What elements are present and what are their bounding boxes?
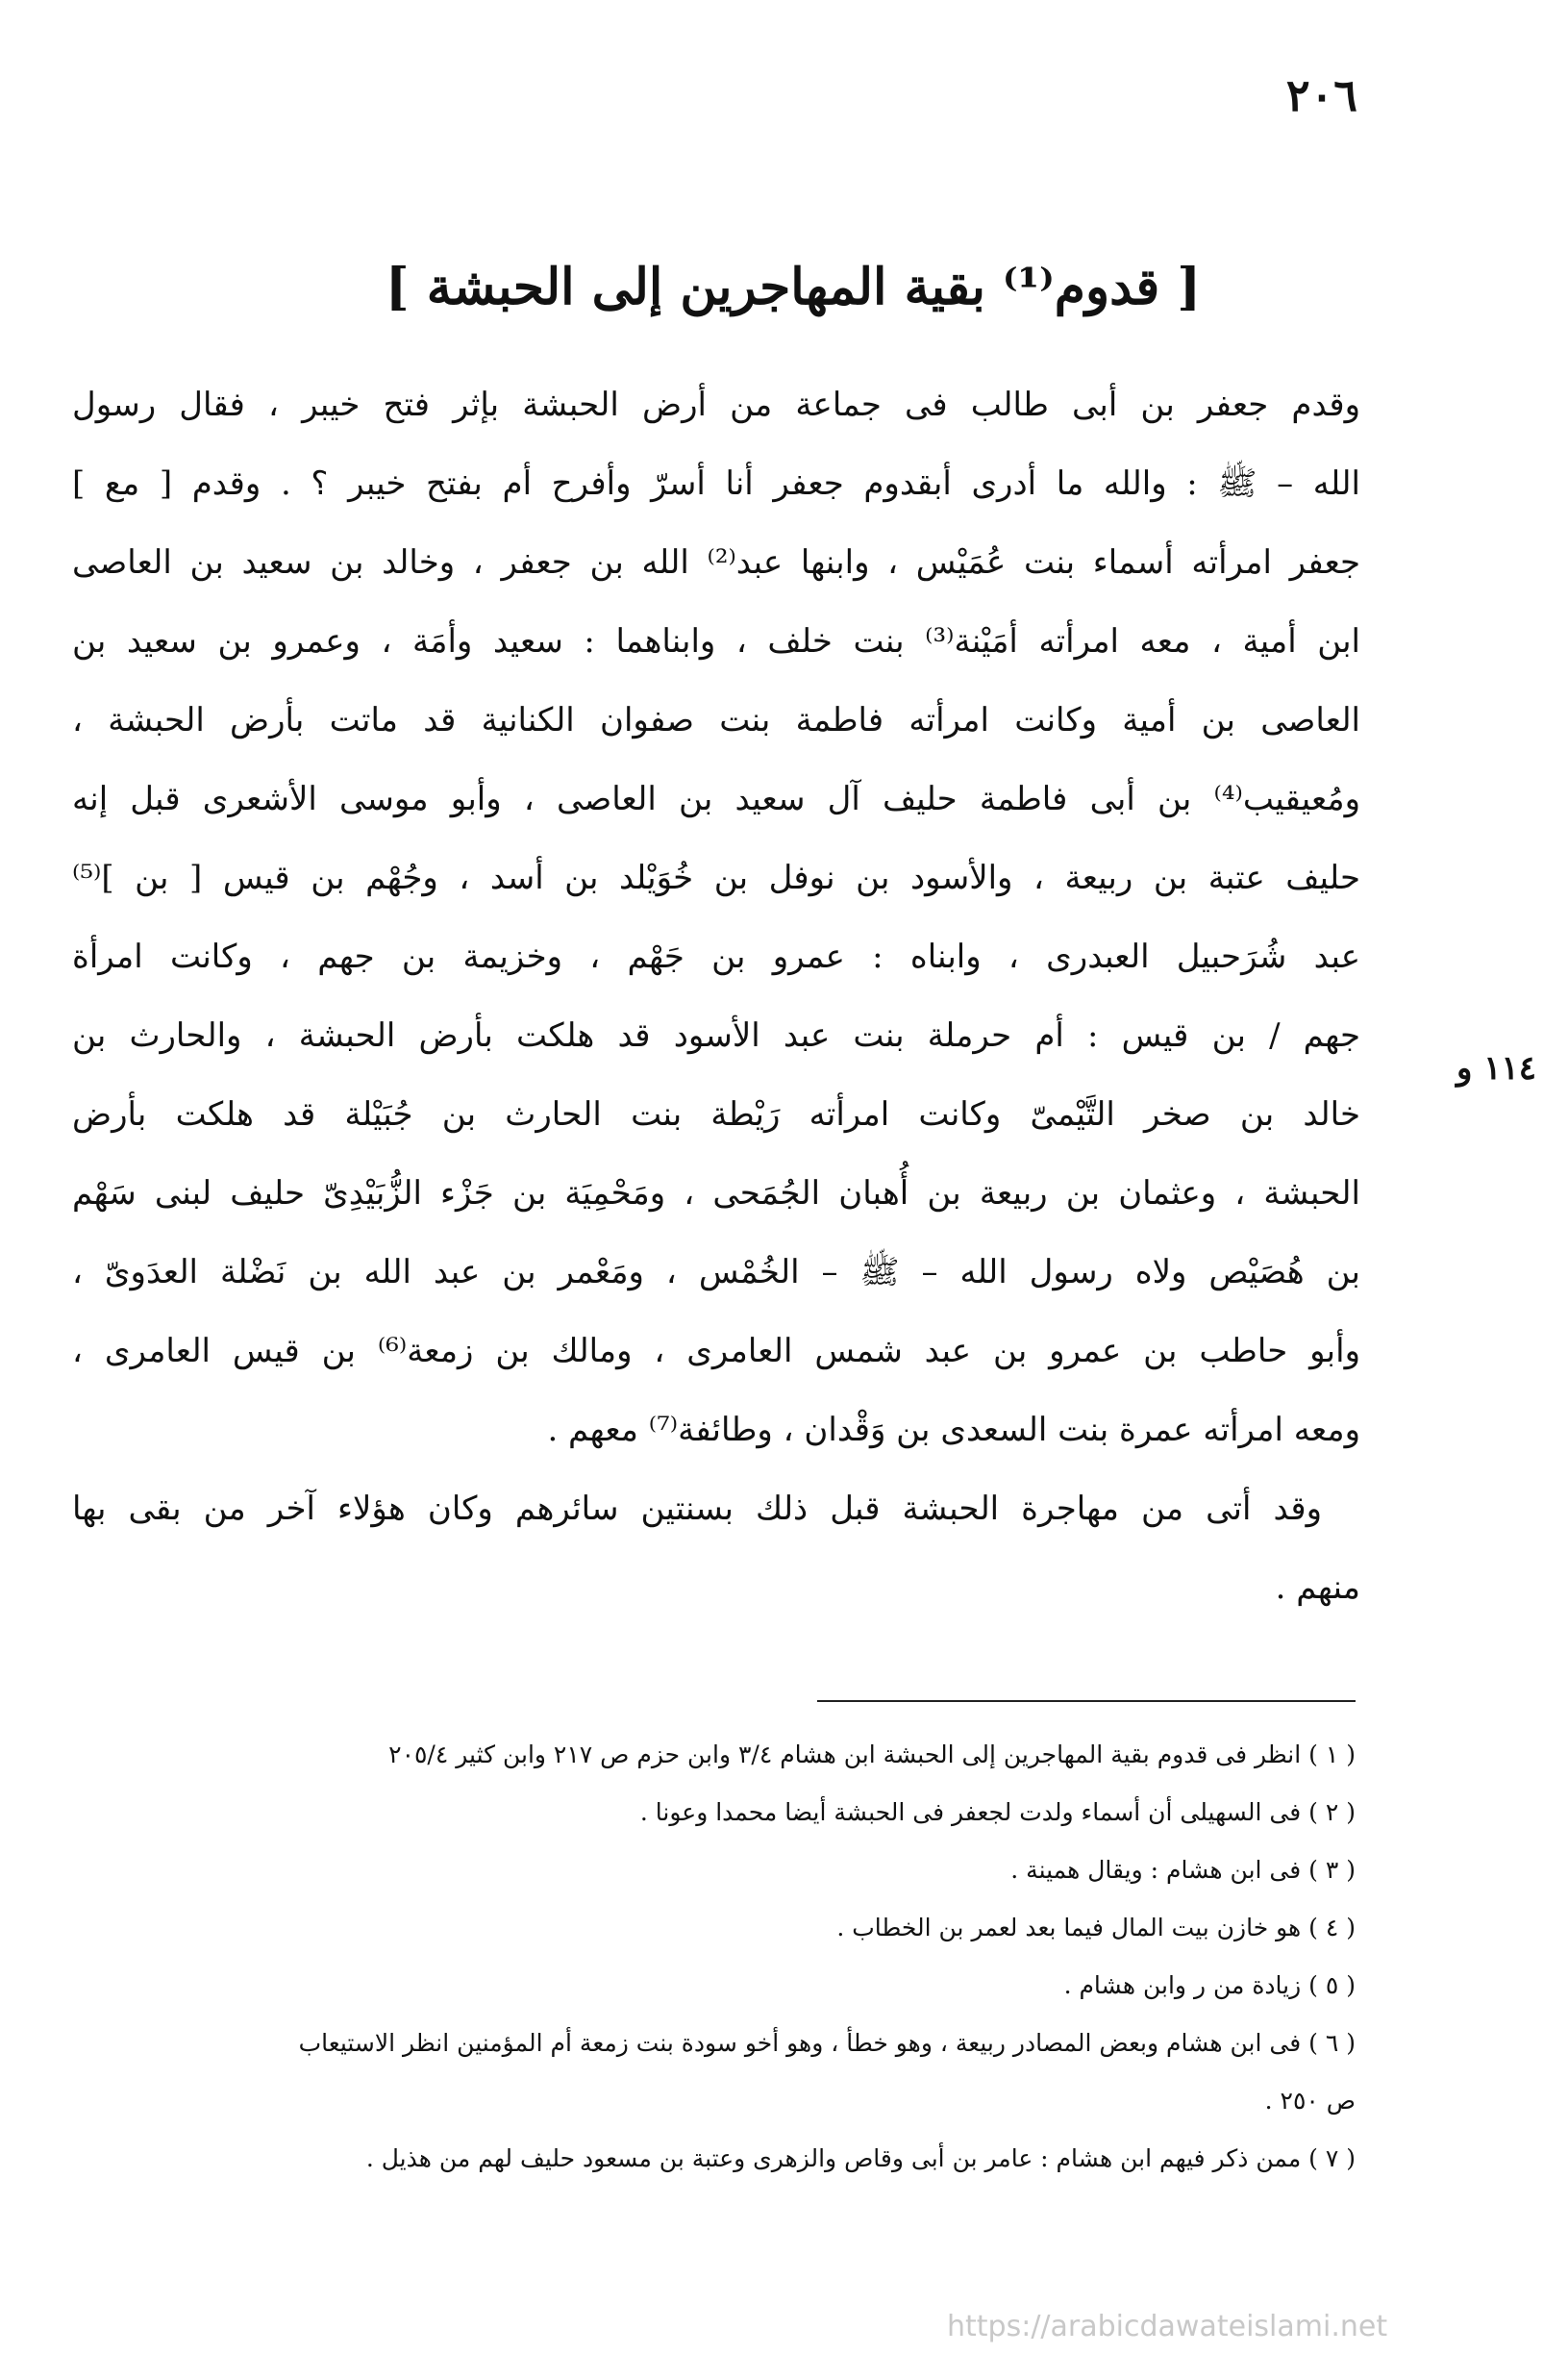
body-line: الله – ﷺ : والله ما أدرى أبقدوم جعفر أنا أسرّ وأفرح أم بفتح خيبر ؟ . وقدم [ مع ] xyxy=(72,464,1360,503)
body-line: منهم . xyxy=(1275,1568,1360,1607)
body-line: العاصى بن أمية وكانت امرأته فاطمة بنت صفوان الكنانية قد ماتت بأرض الحبشة ، xyxy=(72,701,1360,739)
body-line: وقد أتى من مهاجرة الحبشة قبل ذلك بسنتين سائرهم وكان هؤلاء آخر من بقى بها xyxy=(72,1490,1322,1528)
footnote: ( ٢ ) فى السهيلى أن أسماء ولدت لجعفر فى الحبشة أيضا محمدا وعونا . xyxy=(639,1798,1356,1826)
footnote-continuation: ص ٢٥٠ . xyxy=(1264,2087,1356,2115)
watermark-url: https://arabicdawateislami.net xyxy=(947,2310,1388,2343)
body-line: خالد بن صخر التَّيْمىّ وكانت امرأته رَيْطة بنت الحارث بن جُبَيْلة قد هلكت بأرض xyxy=(72,1095,1360,1134)
footnote: ( ٥ ) زيادة من ر وابن هشام . xyxy=(1063,1971,1356,1999)
footnote: ( ٦ ) فى ابن هشام وبعض المصادر ربيعة ، وهو خطأ ، وهو أخو سودة بنت زمعة أم المؤمنين انظر الاستيعاب xyxy=(298,2029,1356,2057)
chapter-title: [ قدوم⁽¹⁾ بقية المهاجرين إلى الحبشة ] xyxy=(386,258,1201,316)
footnote: ( ١ ) انظر فى قدوم بقية المهاجرين إلى الحبشة ابن هشام ٣/٤ وابن حزم ص ٢١٧ وابن كثير ٢٠٥/٤ xyxy=(388,1740,1356,1768)
footnote-divider xyxy=(817,1700,1356,1702)
body-line: ومُعيقيب⁽⁴⁾ بن أبى فاطمة حليف آل سعيد بن العاصى ، وأبو موسى الأشعرى قبل إنه xyxy=(72,780,1360,818)
footnote: ( ٤ ) هو خازن بيت المال فيما بعد لعمر بن الخطاب . xyxy=(836,1914,1356,1941)
body-line: وأبو حاطب بن عمرو بن عبد شمس العامرى ، ومالك بن زمعة⁽⁶⁾ بن قيس العامرى ، xyxy=(72,1332,1360,1370)
page-number: ٢٠٦ xyxy=(1285,69,1357,121)
body-line: وقدم جعفر بن أبى طالب فى جماعة من أرض الحبشة بإثر فتح خيبر ، فقال رسول xyxy=(72,386,1360,424)
body-line: الحبشة ، وعثمان بن ربيعة بن أُهبان الجُمَحى ، ومَحْمِيَة بن جَزْء الزُّبَيْدِىّ حليف لبنى سَهْم xyxy=(72,1174,1360,1213)
body-line: ومعه امرأته عمرة بنت السعدى بن وَقْدان ، وطائفة⁽⁷⁾ معهم . xyxy=(547,1411,1360,1449)
body-text xyxy=(72,365,1360,1627)
body-line: عبد شُرَحبيل العبدرى ، وابناه : عمرو بن جَهْم ، وخزيمة بن جهم ، وكانت امرأة xyxy=(72,938,1360,976)
body-line: حليف عتبة بن ربيعة ، والأسود بن نوفل بن خُوَيْلد بن أسد ، وجُهْم بن قيس [ بن ]⁽⁵⁾ xyxy=(72,859,1360,897)
footnote: ( ٧ ) ممن ذكر فيهم ابن هشام : عامر بن أبى وقاص والزهرى وعتبة بن مسعود حليف لهم من هذيل . xyxy=(365,2144,1356,2172)
footnotes xyxy=(67,1726,1356,2188)
footnote: ( ٣ ) فى ابن هشام : ويقال همينة . xyxy=(1010,1856,1356,1884)
body-line: ابن أمية ، معه امرأته أمَيْنة⁽³⁾ بنت خلف ، وابناهما : سعيد وأمَة ، وعمرو بن سعيد بن xyxy=(72,622,1360,661)
body-line: بن هُصَيْص ولاه رسول الله – ﷺ – الخُمْس ، ومَعْمر بن عبد الله بن نَضْلة العدَوىّ ، xyxy=(72,1253,1360,1291)
body-line: جهم / بن قيس : أم حرملة بنت عبد الأسود قد هلكت بأرض الحبشة ، والحارث بن xyxy=(72,1016,1360,1055)
body-line: جعفر امرأته أسماء بنت عُمَيْس ، وابنها عبد⁽²⁾ الله بن جعفر ، وخالد بن سعيد بن العاصى xyxy=(72,543,1360,582)
manuscript-folio-note: ١١٤ و xyxy=(1456,1049,1536,1088)
